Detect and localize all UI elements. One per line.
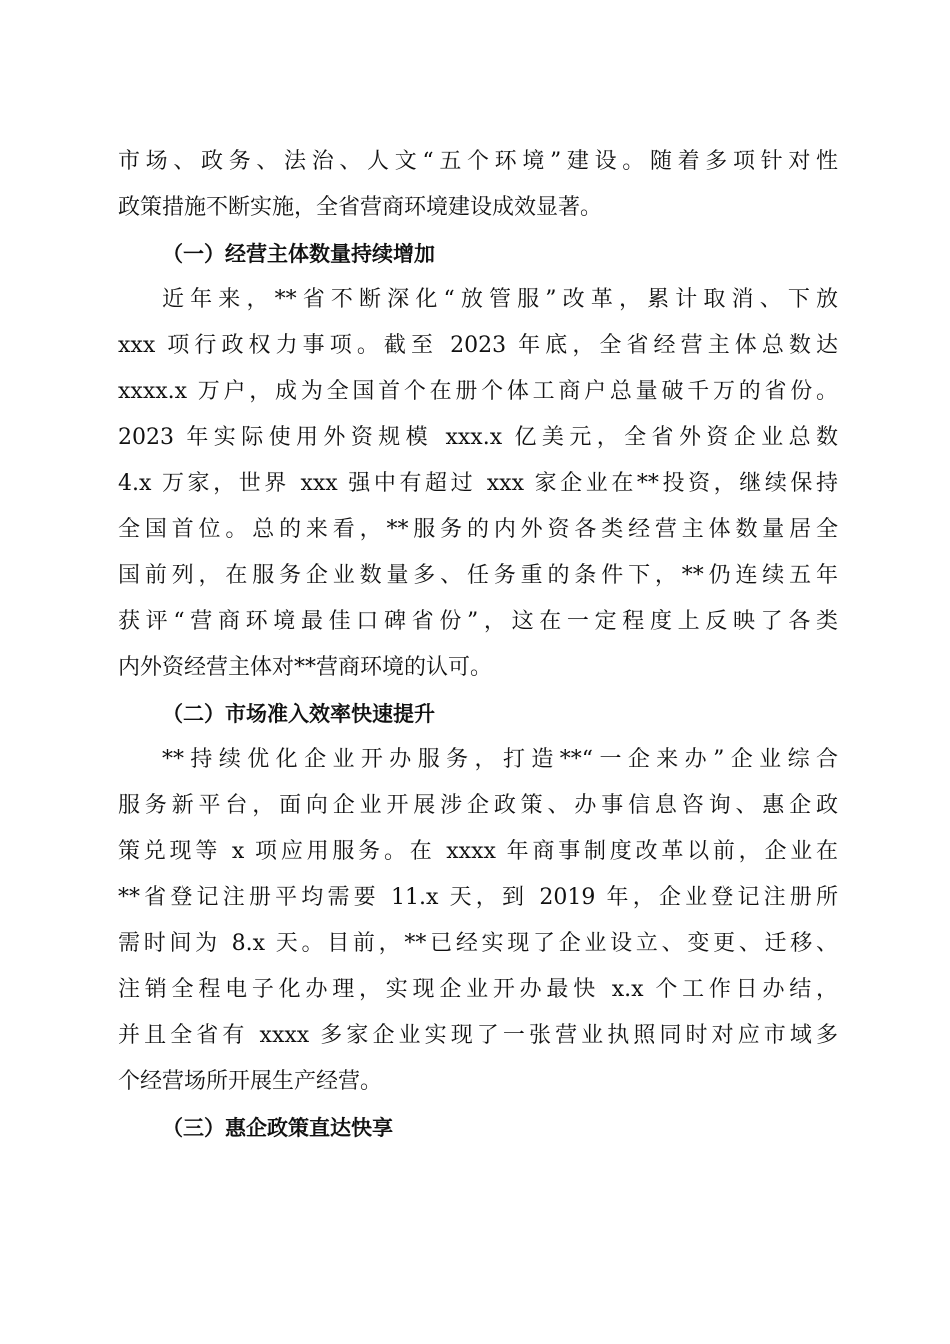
paragraph-line: 策兑现等 x 项应用服务。在 xxxx 年商事制度改革以前，企业在: [118, 839, 838, 864]
paragraph-line: **省登记注册平均需要 11.x 天，到 2019 年，企业登记注册所: [118, 885, 838, 910]
section-heading-2: （二）市场准入效率快速提升: [162, 702, 435, 726]
paragraph-line: 国前列，在服务企业数量多、任务重的条件下，**仍连续五年: [118, 563, 838, 588]
paragraph-line: 个经营场所开展生产经营。: [118, 1069, 383, 1094]
paragraph-line: 4.x 万家，世界 xxx 强中有超过 xxx 家企业在**投资，继续保持: [118, 471, 838, 496]
paragraph-line: 注销全程电子化办理，实现企业开办最快 x.x 个工作日办结，: [118, 977, 838, 1002]
paragraph-line: 并且全省有 xxxx 多家企业实现了一张营业执照同时对应市域多: [118, 1023, 838, 1048]
paragraph-line: xxx 项行政权力事项。截至 2023 年底，全省经营主体总数达: [118, 333, 838, 358]
paragraph-line: 全国首位。总的来看，**服务的内外资各类经营主体数量居全: [118, 517, 838, 542]
section-1-paragraph: [118, 277, 838, 691]
section-heading-1: （一）经营主体数量持续增加: [162, 242, 435, 266]
paragraph-line: 近年来，**省不断深化“放管服”改革，累计取消、下放: [162, 287, 838, 312]
section-2-paragraph: [118, 737, 838, 1105]
paragraph-line: **持续优化企业开办服务，打造**“一企来办”企业综合: [162, 747, 838, 772]
paragraph-line: 2023 年实际使用外资规模 xxx.x 亿美元，全省外资企业总数: [118, 425, 838, 450]
intro-paragraph: [118, 139, 838, 231]
paragraph-line: 获评“营商环境最佳口碑省份”，这在一定程度上反映了各类: [118, 609, 838, 634]
paragraph-line: xxxx.x 万户，成为全国首个在册个体工商户总量破千万的省份。: [118, 379, 838, 404]
paragraph-line: 需时间为 8.x 天。目前，**已经实现了企业设立、变更、迁移、: [118, 931, 838, 956]
paragraph-line: 服务新平台，面向企业开展涉企政策、办事信息咨询、惠企政: [118, 793, 838, 818]
section-heading-3: （三）惠企政策直达快享: [162, 1116, 393, 1140]
paragraph-line: 政策措施不断实施，全省营商环境建设成效显著。: [118, 195, 603, 220]
document-body: [118, 139, 838, 1151]
paragraph-line: 市场、政务、法治、人文“五个环境”建设。随着多项针对性: [118, 149, 838, 174]
paragraph-line: 内外资经营主体对**营商环境的认可。: [118, 655, 493, 680]
